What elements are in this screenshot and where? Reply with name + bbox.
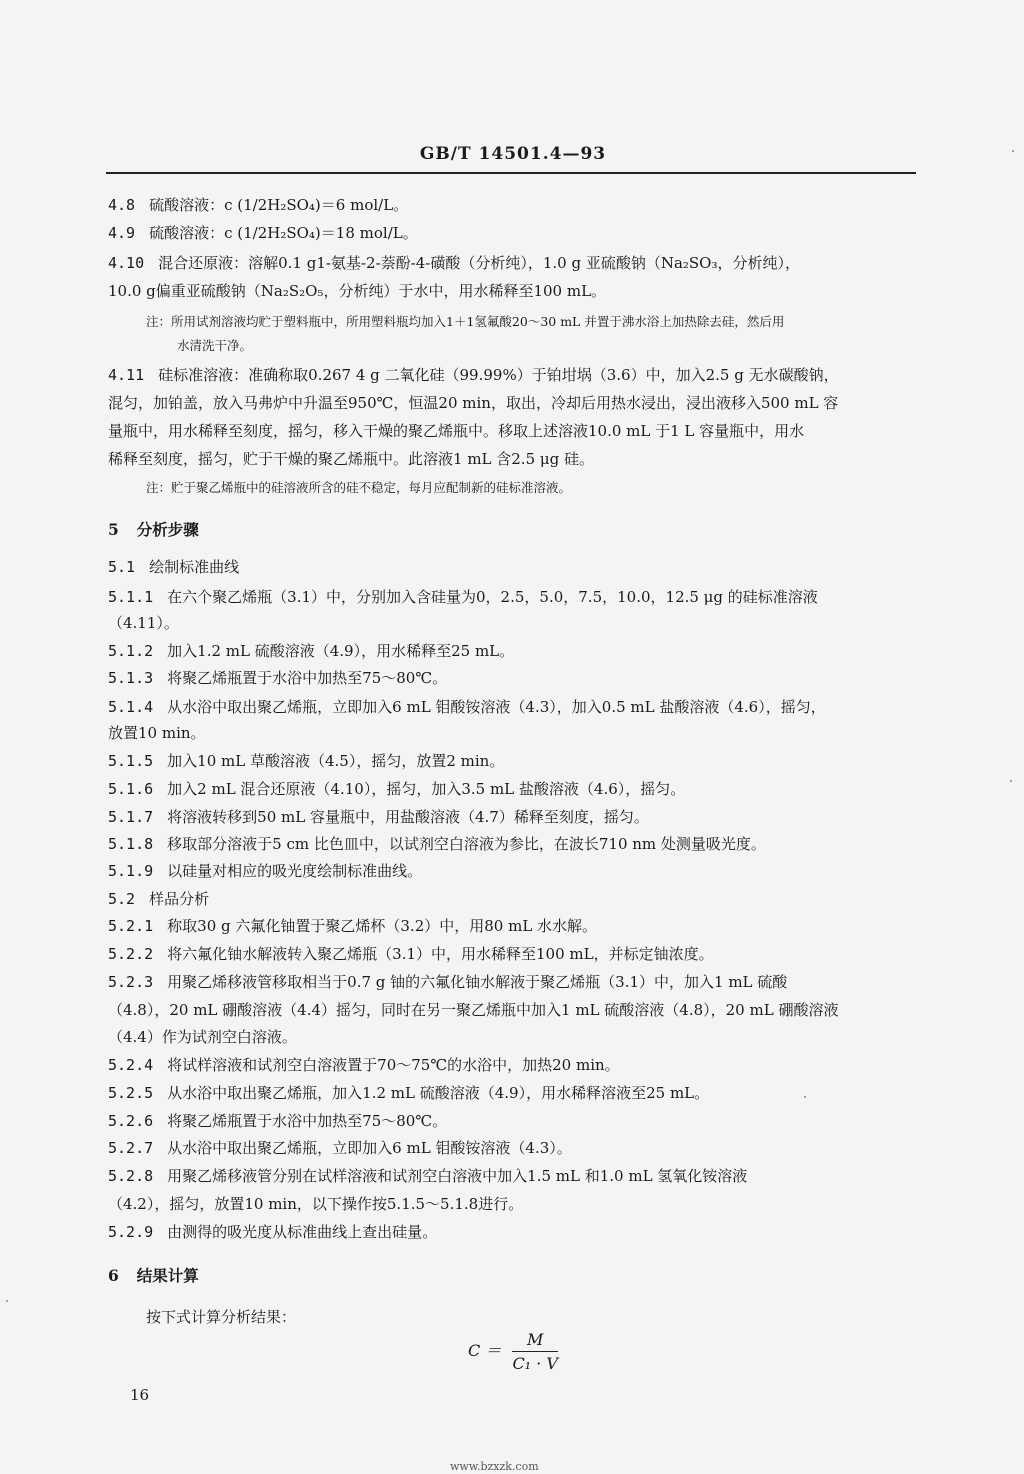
clause-line — [108, 364, 839, 385]
clause-line — [108, 194, 408, 215]
clause-line — [108, 280, 606, 301]
clause-text: 将聚乙烯瓶置于水浴中加热至75～80℃。 — [167, 1112, 448, 1130]
clause-number: 5.2 — [108, 890, 136, 908]
clause-text: 混合还原液：溶解0.1 g1-氨基-2-萘酚-4-磺酸（分析纯），1.0 g 亚硫酸钠（Na₂SO₃，分析纯）， — [158, 254, 800, 272]
clause-line — [108, 888, 209, 909]
section-heading — [108, 518, 199, 540]
scan-speck — [1010, 780, 1012, 782]
footer-site: www.bzxzk.com — [450, 1460, 539, 1473]
clause-line — [108, 915, 597, 936]
scan-speck — [804, 1096, 806, 1098]
clause-text: 量瓶中，用水稀释至刻度，摇匀，移入干燥的聚乙烯瓶中。移取上述溶液10.0 mL 于1 L 容量瓶中，用水 — [108, 422, 805, 440]
clause-number: 5.1.3 — [108, 669, 154, 687]
clause-number: 5.1 — [108, 558, 136, 576]
note-text: 注：贮于聚乙烯瓶中的硅溶液所含的硅不稳定，每月应配制新的硅标准溶液。 — [146, 480, 572, 495]
clause-line — [108, 612, 179, 633]
clause-text: 称取30 g 六氟化铀置于聚乙烯杯（3.2）中，用80 mL 水水解。 — [167, 917, 598, 935]
clause-text: 10.0 g偏重亚硫酸钠（Na₂S₂O₅，分析纯）于水中，用水稀释至100 mL。 — [108, 282, 607, 300]
formula-intro — [146, 1306, 296, 1327]
clause-line — [108, 667, 447, 688]
clause-text: 从水浴中取出聚乙烯瓶，加入1.2 mL 硫酸溶液（4.9），用水稀释溶液至25 mL。 — [167, 1084, 710, 1102]
clause-number: 5.1.8 — [108, 835, 154, 853]
clause-line — [108, 1026, 297, 1047]
result-formula — [468, 1330, 558, 1373]
clause-line — [108, 971, 787, 992]
clause-line — [108, 1082, 709, 1103]
clause-text: 将六氟化铀水解液转入聚乙烯瓶（3.1）中，用水稀释至100 mL，并标定铀浓度。 — [167, 945, 714, 963]
clause-text: 由测得的吸光度从标准曲线上查出硅量。 — [167, 1223, 438, 1241]
clause-number: 5.2.3 — [108, 973, 154, 991]
page-number: 16 — [130, 1386, 150, 1404]
clause-number: 4.9 — [108, 224, 136, 242]
clause-number: 4.11 — [108, 366, 145, 384]
formula-lhs: C ＝ — [468, 1341, 502, 1360]
clause-text: 将聚乙烯瓶置于水浴中加热至75～80℃。 — [167, 669, 448, 687]
clause-text: 用聚乙烯移液管分别在试样溶液和试剂空白溶液中加入1.5 mL 和1.0 mL 氢氧化铵溶液 — [167, 1167, 748, 1185]
clause-text: 加入1.2 mL 硫酸溶液（4.9），用水稀释至25 mL。 — [167, 642, 515, 660]
clause-number: 5.2.1 — [108, 917, 154, 935]
clause-text: 将溶液转移到50 mL 容量瓶中，用盐酸溶液（4.7）稀释至刻度，摇匀。 — [167, 808, 649, 826]
clause-number: 4.8 — [108, 196, 136, 214]
clause-line — [108, 448, 594, 469]
clause-text: 硫酸溶液：c (1/2H₂SO₄)＝6 mol/L。 — [149, 196, 409, 214]
clause-line — [108, 252, 800, 273]
clause-line — [108, 833, 766, 854]
clause-text: 加入10 mL 草酸溶液（4.5），摇匀，放置2 min。 — [167, 752, 505, 770]
clause-line — [108, 640, 514, 661]
formula-denominator: C₁ · V — [512, 1354, 558, 1373]
clause-line — [108, 1137, 572, 1158]
clause-number: 5.1.1 — [108, 588, 154, 606]
clause-line — [108, 696, 826, 717]
clause-text: （4.8），20 mL 硼酸溶液（4.4）摇匀，同时在另一聚乙烯瓶中加入1 mL 硫酸溶液（4.8），20 mL 硼酸溶液 — [108, 1001, 839, 1019]
clause-line — [108, 1165, 747, 1186]
clause-line — [108, 586, 818, 607]
clause-text: （4.4）作为试剂空白溶液。 — [108, 1028, 297, 1046]
clause-number: 5.2.8 — [108, 1167, 154, 1185]
clause-text: 按下式计算分析结果： — [146, 1308, 297, 1326]
clause-number: 5.2.6 — [108, 1112, 154, 1130]
clause-text: 移取部分溶液于5 cm 比色皿中，以试剂空白溶液为参比，在波长710 nm 处测量吸光度。 — [167, 835, 766, 853]
clause-number: 5.1.5 — [108, 752, 154, 770]
clause-text: 以硅量对相应的吸光度绘制标准曲线。 — [167, 862, 423, 880]
clause-line — [108, 1054, 620, 1075]
section-heading — [108, 1264, 199, 1286]
scan-speck — [6, 1300, 8, 1302]
clause-number: 5.2.5 — [108, 1084, 154, 1102]
standard-code-header: GB/T 14501.4—93 — [419, 144, 607, 164]
clause-number: 5.2.7 — [108, 1139, 154, 1157]
clause-text: 稀释至刻度，摇匀，贮于干燥的聚乙烯瓶中。此溶液1 mL 含2.5 μg 硅。 — [108, 450, 595, 468]
clause-line — [108, 1221, 437, 1242]
clause-text: （4.2），摇匀，放置10 min，以下操作按5.1.5～5.1.8进行。 — [108, 1195, 524, 1213]
clause-text: （4.11）。 — [108, 614, 179, 632]
clause-text: 绘制标准曲线 — [149, 558, 240, 576]
clause-number: 5.1.9 — [108, 862, 154, 880]
clause-number: 5.1.4 — [108, 698, 154, 716]
clause-line — [108, 943, 714, 964]
clause-line — [108, 1193, 523, 1214]
clause-line — [108, 420, 804, 441]
clause-line — [108, 722, 206, 743]
clause-text: 硫酸溶液：c (1/2H₂SO₄)＝18 mol/L。 — [149, 224, 418, 242]
clause-text: 在六个聚乙烯瓶（3.1）中，分别加入含硅量为0，2.5，5.0，7.5，10.0，12.5 μg 的硅标准溶液 — [167, 588, 818, 606]
clause-text: 样品分析 — [149, 890, 210, 908]
clause-number: 5.2.4 — [108, 1056, 154, 1074]
clause-line — [108, 778, 685, 799]
formula-numerator: M — [512, 1330, 557, 1352]
clause-number: 5.1.2 — [108, 642, 154, 660]
clause-line — [108, 556, 239, 577]
section-title: 结果计算 — [136, 1266, 199, 1285]
clause-text: 加入2 mL 混合还原液（4.10），摇匀，加入3.5 mL 盐酸溶液（4.6），摇匀。 — [167, 780, 686, 798]
clause-text: 硅标准溶液：准确称取0.267 4 g 二氧化硅（99.99%）于铂坩埚（3.6）中，加入2.5 g 无水碳酸钠， — [158, 366, 839, 384]
clause-text: 将试样溶液和试剂空白溶液置于70～75℃的水浴中，加热20 min。 — [167, 1056, 620, 1074]
clause-text: 从水浴中取出聚乙烯瓶，立即加入6 mL 钼酸铵溶液（4.3），加入0.5 mL 盐酸溶液（4.6），摇匀， — [167, 698, 826, 716]
clause-number: 5.2.2 — [108, 945, 154, 963]
clause-number: 5.2.9 — [108, 1223, 154, 1241]
scan-speck — [1012, 150, 1014, 152]
section-number: 6 — [108, 1266, 119, 1285]
section-number: 5 — [108, 520, 119, 539]
clause-text: 混匀，加铂盖，放入马弗炉中升温至950℃，恒温20 min，取出，冷却后用热水浸出，浸出液移入500 mL 容 — [108, 394, 839, 412]
clause-number: 5.1.6 — [108, 780, 154, 798]
clause-line — [108, 999, 838, 1020]
note-text: 水清洗干净。 — [177, 338, 253, 353]
clause-text: 从水浴中取出聚乙烯瓶，立即加入6 mL 钼酸铵溶液（4.3）。 — [167, 1139, 572, 1157]
clause-line — [108, 1110, 447, 1131]
clause-number: 5.1.7 — [108, 808, 154, 826]
note-text: 注：所用试剂溶液均贮于塑料瓶中，所用塑料瓶均加入1＋1氢氟酸20～30 mL 并置于沸水浴上加热除去硅，然后用 — [146, 314, 785, 329]
formula-fraction — [512, 1330, 557, 1373]
header-rule — [106, 172, 916, 174]
clause-line — [108, 806, 649, 827]
clause-number: 4.10 — [108, 254, 145, 272]
clause-text: 放置10 min。 — [108, 724, 206, 742]
section-title: 分析步骤 — [136, 520, 199, 539]
clause-text: 用聚乙烯移液管移取相当于0.7 g 铀的六氟化铀水解液于聚乙烯瓶（3.1）中，加入1 mL 硫酸 — [167, 973, 788, 991]
clause-line — [108, 392, 838, 413]
clause-line — [108, 860, 422, 881]
clause-line — [108, 222, 418, 243]
clause-line — [108, 750, 504, 771]
